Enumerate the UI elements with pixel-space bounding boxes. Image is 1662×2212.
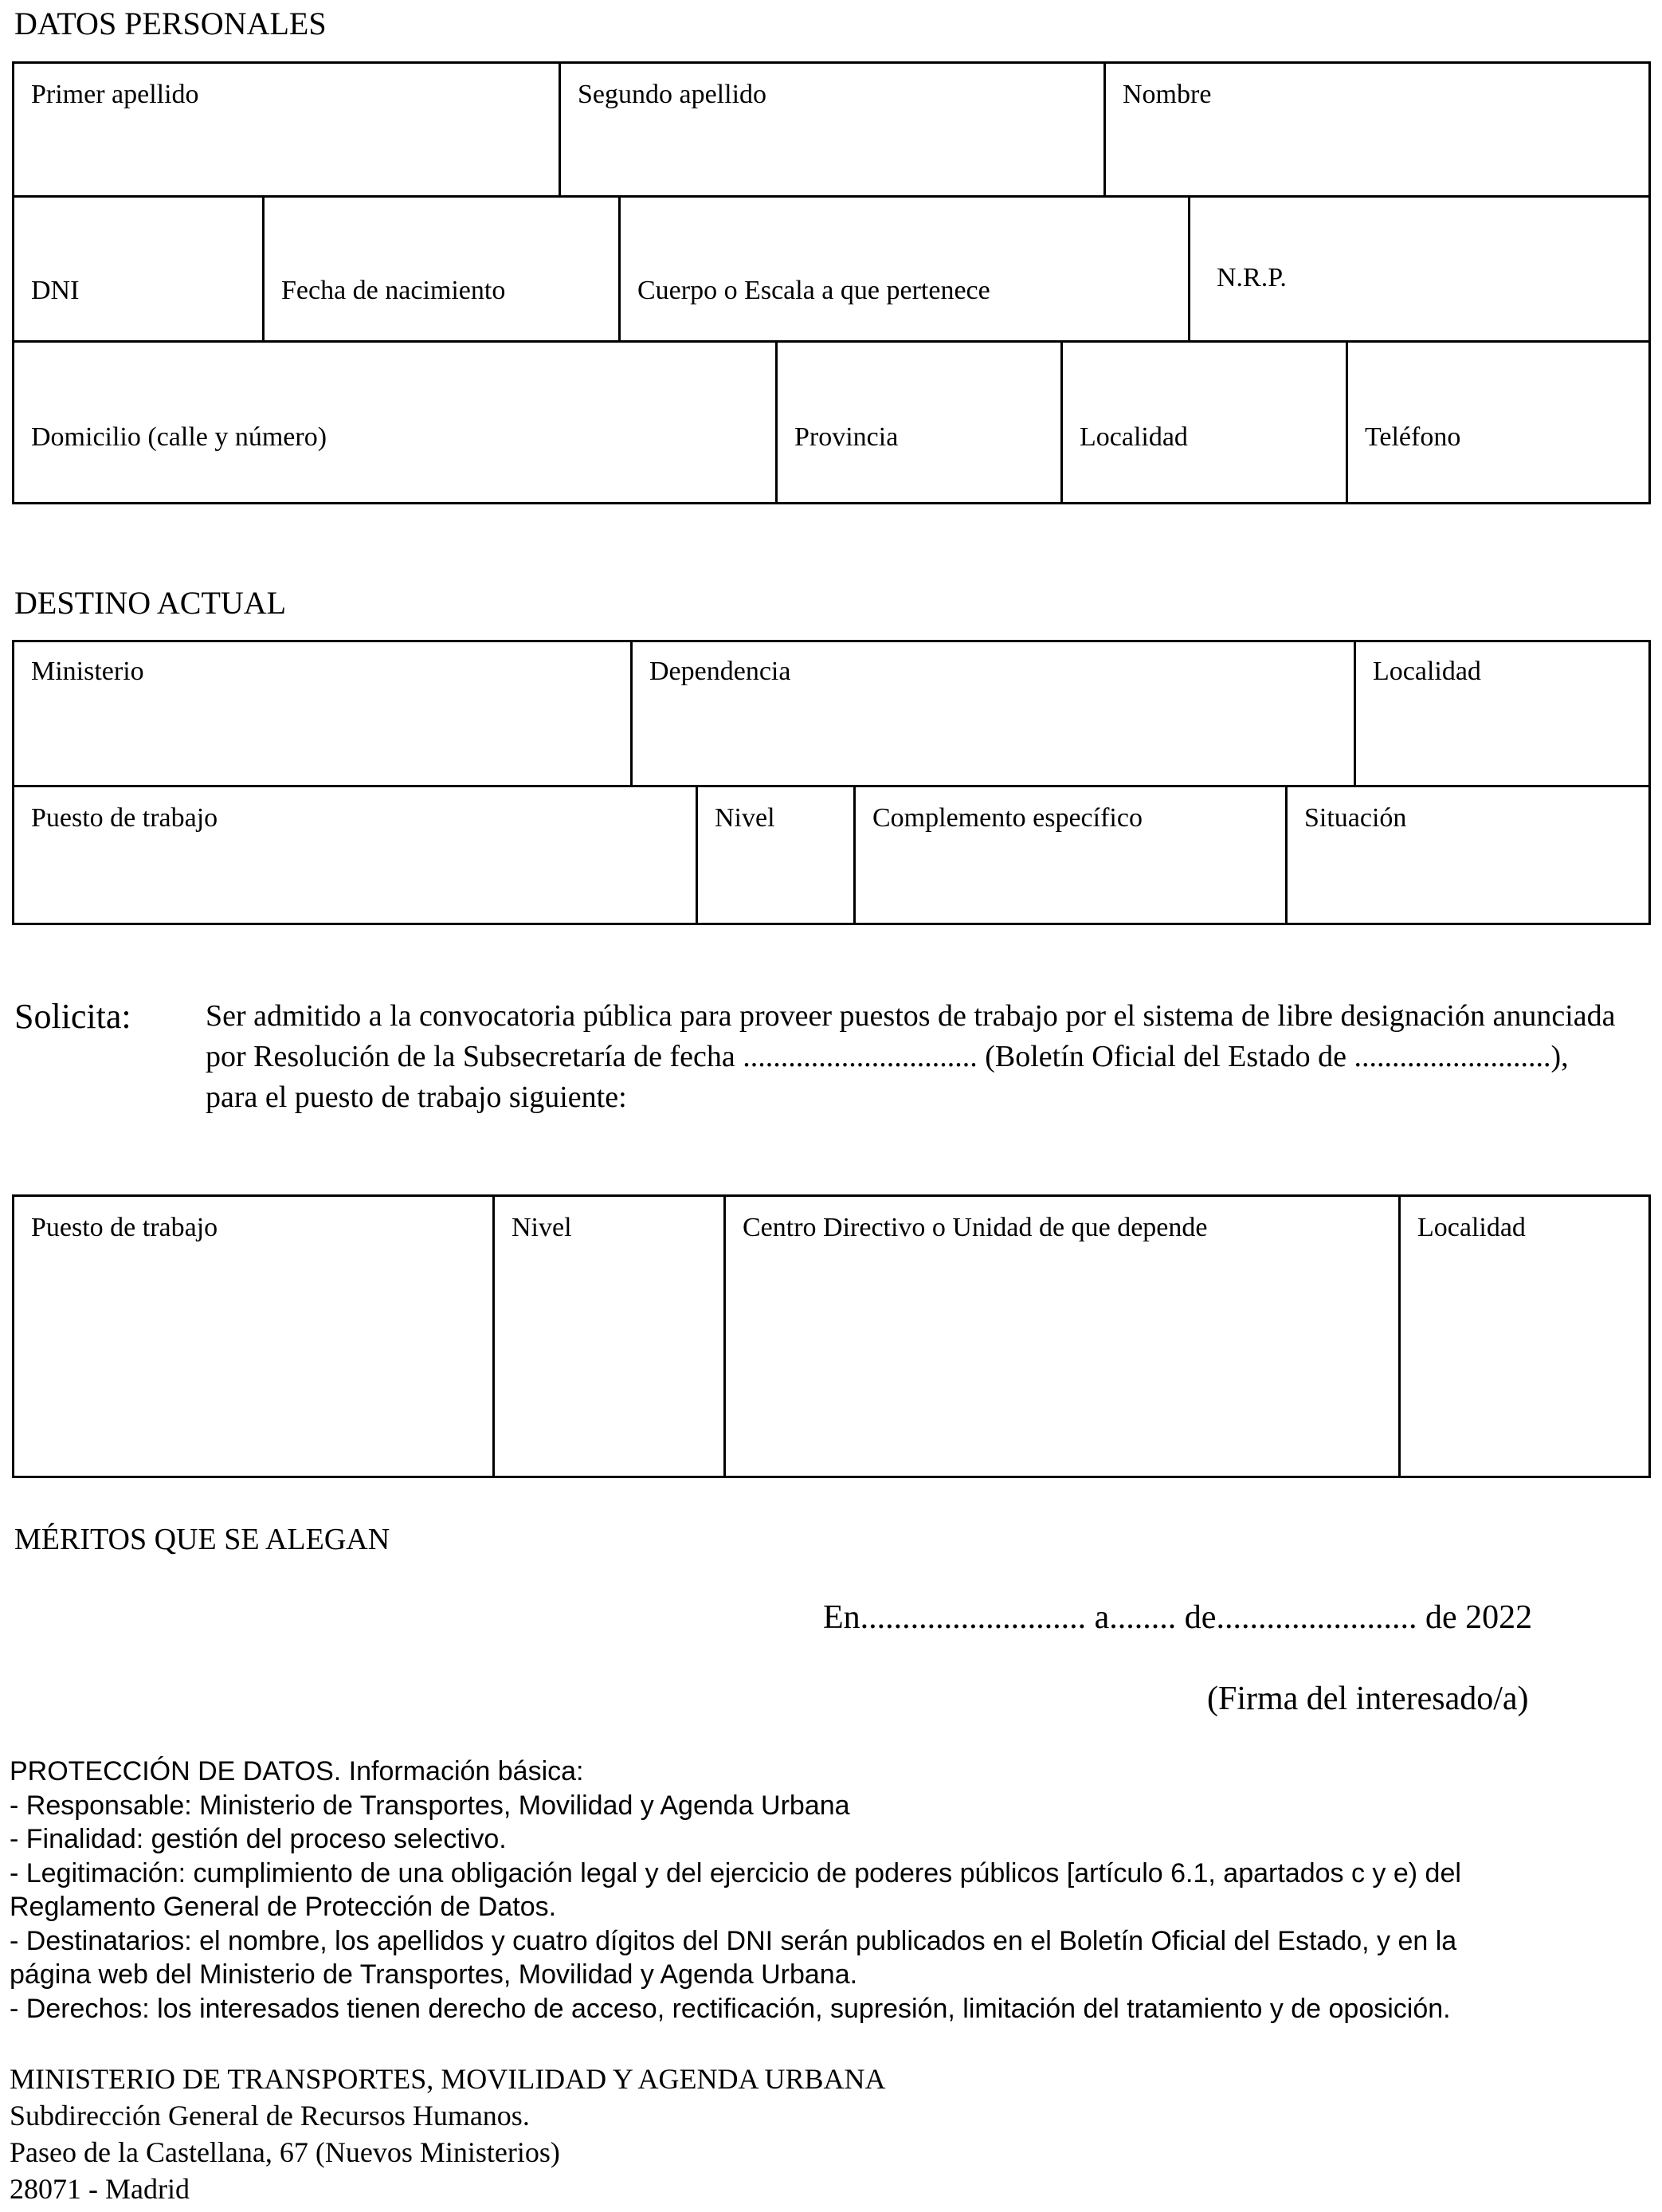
field-label: Domicilio (calle y número) (31, 422, 327, 452)
dependencia-field[interactable] (630, 640, 1354, 785)
field-label: Primer apellido (31, 80, 199, 109)
cuerpo-escala-field[interactable] (618, 195, 1188, 340)
field-label: Nombre (1123, 80, 1212, 109)
nivel-solicitado-field[interactable] (492, 1194, 723, 1478)
footer-line: Paseo de la Castellana, 67 (Nuevos Ministerios) (10, 2136, 560, 2168)
dni-field[interactable] (12, 195, 262, 340)
field-label: Complemento específico (872, 803, 1143, 833)
signature-line: (Firma del interesado/a) (1207, 1681, 1529, 1717)
field-label: Teléfono (1365, 422, 1461, 452)
complemento-especifico-field[interactable] (853, 785, 1285, 925)
field-label: Puesto de trabajo (31, 803, 218, 833)
datos-personales-title: DATOS PERSONALES (14, 6, 327, 41)
localidad-destino-field[interactable] (1354, 640, 1651, 785)
nombre-field[interactable] (1103, 61, 1651, 195)
fecha-nacimiento-field[interactable] (262, 195, 618, 340)
field-label: Cuerpo o Escala a que pertenece (637, 276, 990, 305)
puesto-solicitado-table (12, 1194, 1651, 1478)
segundo-apellido-field[interactable] (559, 61, 1103, 195)
ministerio-field[interactable] (12, 640, 630, 785)
footer-line: 28071 - Madrid (10, 2173, 190, 2205)
destino-actual-title: DESTINO ACTUAL (14, 585, 287, 621)
field-label: N.R.P. (1217, 263, 1287, 292)
field-label: Ministerio (31, 657, 144, 686)
pd-line: - Destinatarios: el nombre, los apellidos y cuatro dígitos del DNI serán publicados en el Boletín Oficial del Estado, y en la (10, 1925, 1457, 1956)
localidad-field[interactable] (1060, 340, 1346, 504)
footer-line: Subdirección General de Recursos Humanos. (10, 2100, 530, 2132)
meritos-title: MÉRITOS QUE SE ALEGAN (14, 1523, 390, 1556)
datos-personales-table (12, 61, 1651, 504)
field-label: Nivel (715, 803, 775, 833)
destino-actual-table (12, 640, 1651, 925)
field-label: DNI (31, 276, 80, 305)
field-label: Dependencia (649, 657, 791, 686)
field-label: Localidad (1080, 422, 1188, 452)
primer-apellido-field[interactable] (12, 61, 559, 195)
field-label: Localidad (1417, 1213, 1526, 1242)
field-label: Nivel (512, 1213, 572, 1242)
pd-line: página web del Ministerio de Transportes, Movilidad y Agenda Urbana. (10, 1959, 858, 1990)
localidad-solicitada-field[interactable] (1398, 1194, 1651, 1478)
centro-directivo-field[interactable] (723, 1194, 1398, 1478)
telefono-field[interactable] (1346, 340, 1651, 504)
field-label: Centro Directivo o Unidad de que depende (743, 1213, 1208, 1242)
nivel-field[interactable] (696, 785, 853, 925)
solicita-line: por Resolución de la Subsecretaría de fecha ............................... (Boletín Oficial del Estado de ..........................), (206, 1040, 1569, 1073)
footer-line: MINISTERIO DE TRANSPORTES, MOVILIDAD Y AGENDA URBANA (10, 2063, 886, 2095)
puesto-solicitado-field[interactable] (12, 1194, 492, 1478)
proteccion-datos (10, 1755, 1651, 2026)
field-label: Segundo apellido (578, 80, 767, 109)
field-label: Puesto de trabajo (31, 1213, 218, 1242)
pd-line: - Finalidad: gestión del proceso selectivo. (10, 1824, 507, 1854)
solicita-line: Ser admitido a la convocatoria pública para proveer puestos de trabajo por el sistema de libre designación anunciada (206, 999, 1616, 1033)
field-label: Fecha de nacimiento (281, 276, 506, 305)
field-label: Situación (1304, 803, 1407, 833)
pd-line: - Responsable: Ministerio de Transportes, Movilidad y Agenda Urbana (10, 1790, 850, 1821)
date-line: En........................... a........ de........................ de 2022 (823, 1599, 1533, 1636)
footer-address (10, 2061, 886, 2207)
pd-line: - Derechos: los interesados tienen derecho de acceso, rectificación, supresión, limitación del tratamiento y de oposición. (10, 1993, 1451, 2024)
field-label: Localidad (1373, 657, 1481, 686)
solicita-text (206, 996, 1640, 1118)
field-label: Provincia (794, 422, 899, 452)
pd-line: - Legitimación: cumplimiento de una obligación legal y del ejercicio de poderes públicos [artículo 6.1, apartados c y e) del (10, 1857, 1461, 1888)
domicilio-field[interactable] (12, 340, 775, 504)
nrp-field[interactable] (1188, 195, 1651, 340)
solicita-label: Solicita: (14, 997, 131, 1036)
pd-line: PROTECCIÓN DE DATOS. Información básica: (10, 1756, 584, 1786)
solicita-line: para el puesto de trabajo siguiente: (206, 1081, 627, 1114)
puesto-trabajo-field[interactable] (12, 785, 696, 925)
situacion-field[interactable] (1285, 785, 1651, 925)
pd-line: Reglamento General de Protección de Datos. (10, 1892, 557, 1922)
provincia-field[interactable] (775, 340, 1060, 504)
